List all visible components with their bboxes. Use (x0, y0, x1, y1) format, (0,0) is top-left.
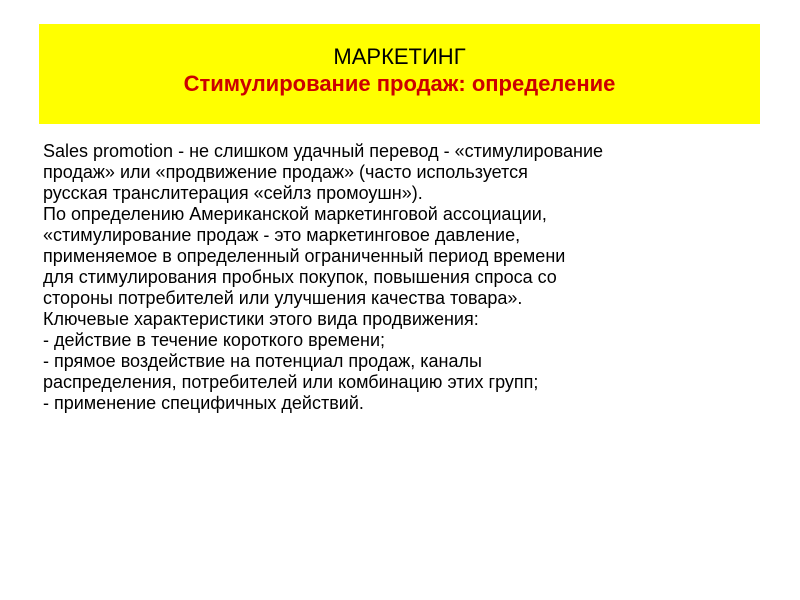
paragraph-key-characteristics (43, 309, 763, 414)
text-line: Ключевые характеристики этого вида продвижения: (43, 309, 479, 329)
text-line: Sales promotion - не слишком удачный перевод - «стимулирование (43, 141, 604, 161)
paragraph-ama-definition (43, 204, 763, 309)
text-line: По определению Американской маркетинговой ассоциации, (43, 204, 547, 224)
slide-subtitle: Стимулирование продаж: определение (183, 71, 616, 96)
title-banner (39, 24, 760, 124)
text-line: стороны потребителей или улучшения качества товара». (43, 288, 523, 308)
list-item: - действие в течение короткого времени; (43, 330, 386, 350)
text-line: для стимулирования пробных покупок, повышения спроса со (43, 267, 557, 287)
text-line: русская транслитерация «сейлз промоушн»). (43, 183, 423, 203)
list-item: - прямое воздействие на потенциал продаж, каналы (43, 351, 482, 371)
list-item: - применение специфичных действий. (43, 393, 364, 413)
text-line: «стимулирование продаж - это маркетинговое давление, (43, 225, 521, 245)
list-item: распределения, потребителей или комбинацию этих групп; (43, 372, 539, 392)
slide-title: МАРКЕТИНГ (333, 44, 466, 69)
slide-body (43, 141, 763, 414)
text-line: применяемое в определенный ограниченный период времени (43, 246, 566, 266)
text-line: продаж» или «продвижение продаж» (часто используется (43, 162, 528, 182)
paragraph-sales-promotion (43, 141, 763, 204)
